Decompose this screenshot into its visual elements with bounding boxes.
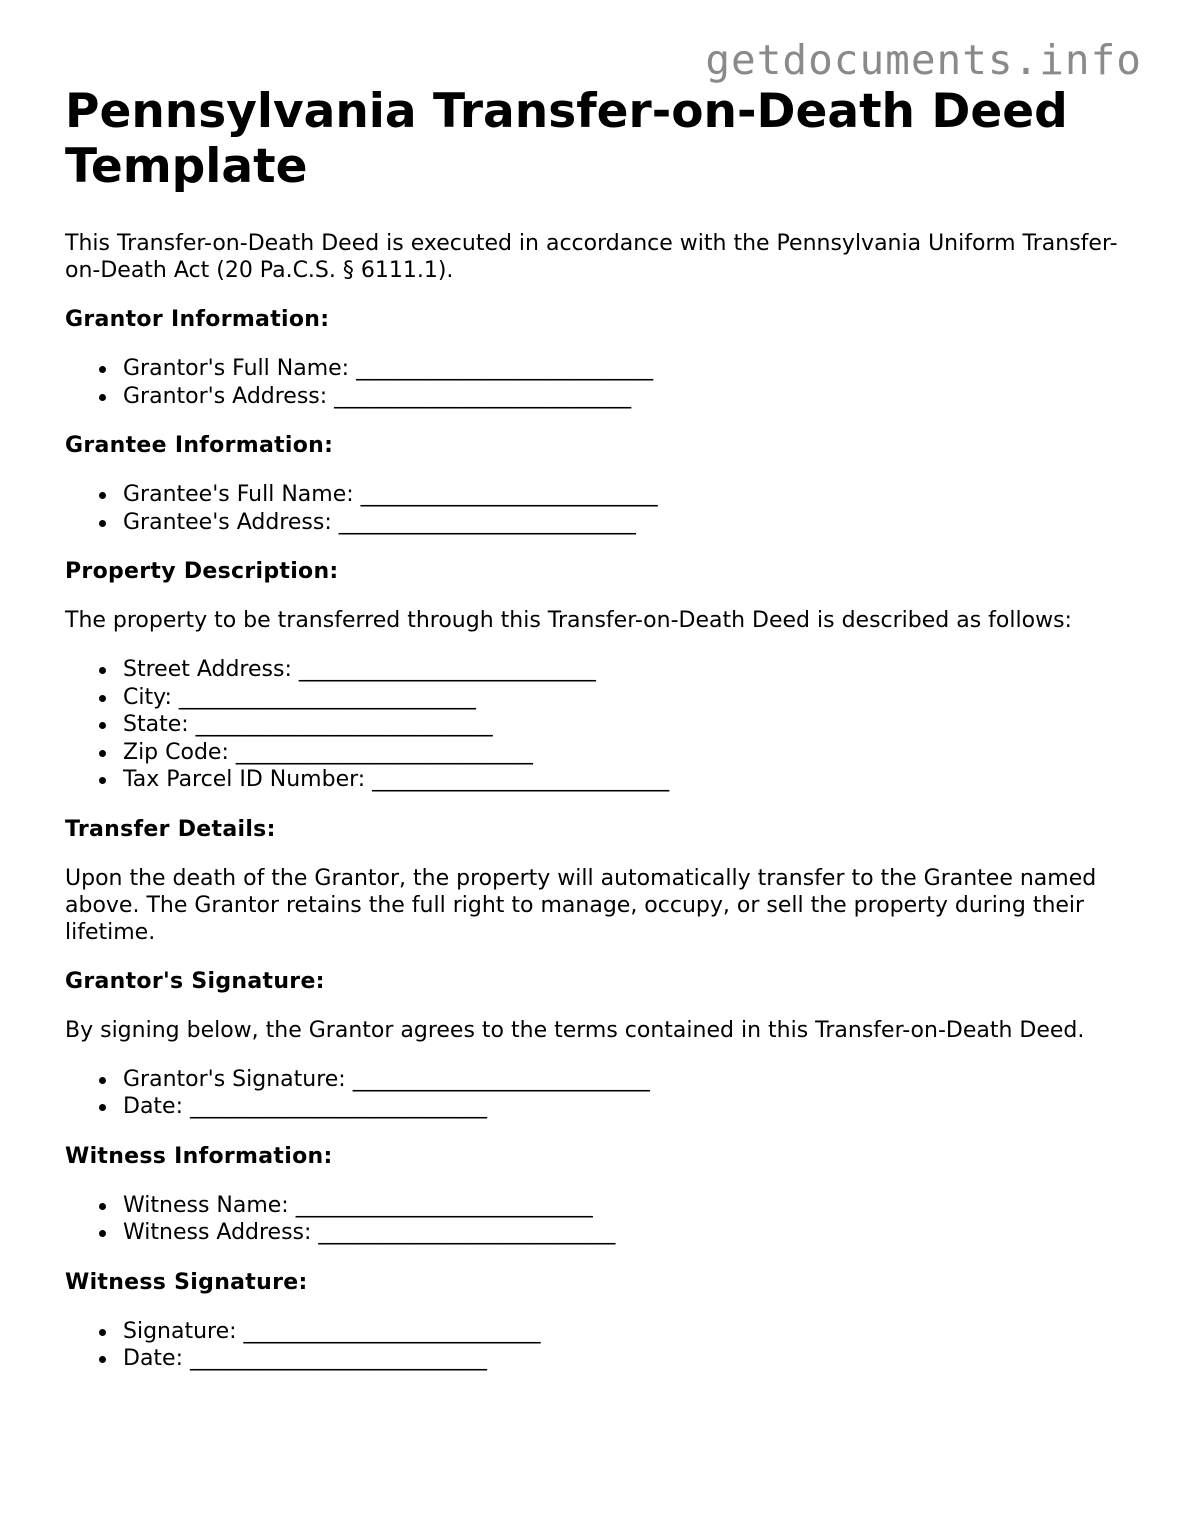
witness-heading: Witness Information: xyxy=(65,1143,333,1169)
tax-parcel-id-field: Tax Parcel ID Number: ___________________________ xyxy=(123,766,1125,794)
zip-code-field: Zip Code: ___________________________ xyxy=(123,739,1125,767)
grantee-address-field: Grantee's Address: ___________________________ xyxy=(123,509,1125,537)
grantor-signature-field: Grantor's Signature: ___________________________ xyxy=(123,1066,1125,1094)
document-title: Pennsylvania Transfer-on-Death Deed Template xyxy=(65,84,1068,194)
grantee-heading: Grantee Information: xyxy=(65,433,334,458)
witness-signature-field: Signature: ___________________________ xyxy=(123,1318,1125,1346)
witness-list xyxy=(65,1192,1125,1247)
witness-signature-heading: Witness Signature: xyxy=(65,1269,308,1295)
grantor-signature-heading: Grantor's Signature: xyxy=(65,968,325,994)
transfer-paragraph: Upon the death of the Grantor, the property will automatically transfer to the Grantee named above. The Grantor retains the full right to manage, occupy, or sell the property during their lifetime. xyxy=(65,865,1097,945)
grantor-signature-list xyxy=(65,1066,1125,1121)
grantee-list xyxy=(65,481,1125,536)
state-field: State: ___________________________ xyxy=(123,711,1125,739)
street-address-field: Street Address: ___________________________ xyxy=(123,656,1125,684)
witness-address-field: Witness Address: ___________________________ xyxy=(123,1219,1125,1247)
witness-date-field: Date: ___________________________ xyxy=(123,1345,1125,1373)
property-paragraph: The property to be transferred through this Transfer-on-Death Deed is described as follows: xyxy=(65,608,1072,633)
city-field: City: ___________________________ xyxy=(123,684,1125,712)
grantor-signature-paragraph: By signing below, the Grantor agrees to the terms contained in this Transfer-on-Death Deed. xyxy=(65,1017,1085,1043)
witness-signature-list xyxy=(65,1318,1125,1373)
property-list xyxy=(65,656,1125,794)
grantor-list xyxy=(65,355,1125,410)
grantor-date-field: Date: ___________________________ xyxy=(123,1093,1125,1121)
watermark: getdocuments.info xyxy=(705,36,1142,84)
witness-name-field: Witness Name: ___________________________ xyxy=(123,1192,1125,1220)
property-heading: Property Description: xyxy=(65,559,339,584)
grantor-address-field: Grantor's Address: ___________________________ xyxy=(123,383,1125,411)
transfer-heading: Transfer Details: xyxy=(65,816,276,842)
grantee-name-field: Grantee's Full Name: ___________________________ xyxy=(123,481,1125,509)
grantor-heading: Grantor Information: xyxy=(65,307,330,332)
grantor-name-field: Grantor's Full Name: ___________________________ xyxy=(123,355,1125,383)
document-body xyxy=(65,84,1125,1395)
intro-paragraph: This Transfer-on-Death Deed is executed in accordance with the Pennsylvania Uniform Transfer-on-Death Act (20 Pa.C.S. § 6111.1). xyxy=(65,231,1118,283)
